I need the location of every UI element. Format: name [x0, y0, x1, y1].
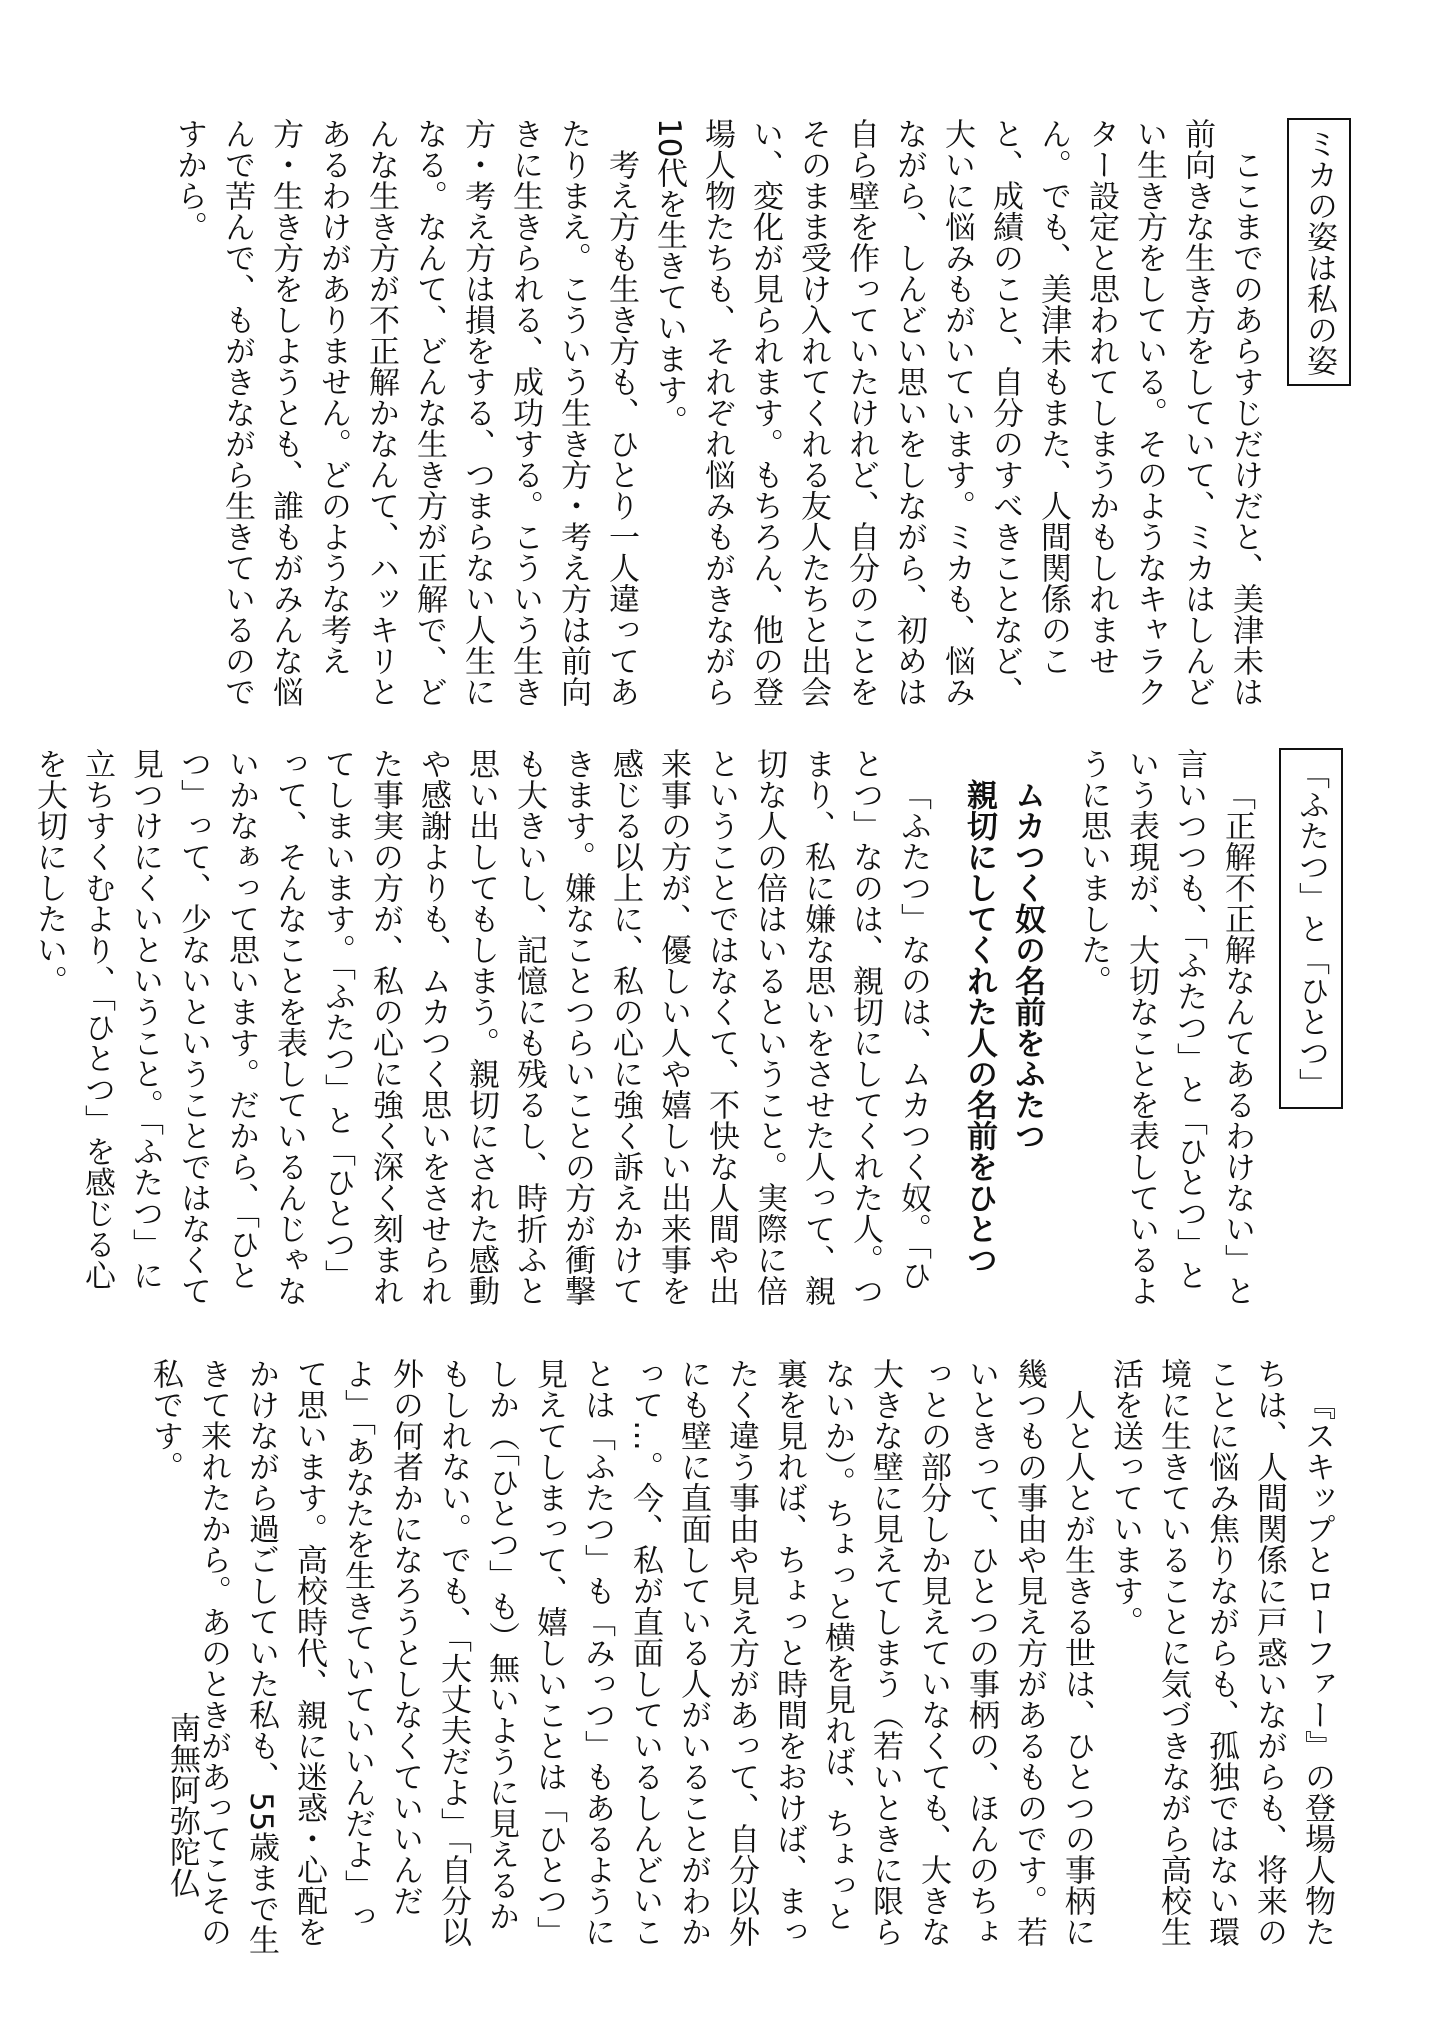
paragraph: 『スキップとローファー』の登場人物たちは、人間関係に戸惑いながらも、将来のことに悩み焦りながらも、孤独ではない環境に生きていることに気づきながら高校生活を送っています。 [1107, 1358, 1335, 1947]
paragraph: 「正解不正解なんてあるわけない」と言いつつも、「ふたつ」と「ひとつ」という表現が、大切なことを表しているように思いました。 [1075, 748, 1255, 1306]
section-heading: 「ふたつ」と「ひとつ」 [1279, 748, 1343, 1109]
section-futatsu-hitotsu [31, 748, 1343, 1308]
spacer [937, 748, 955, 1308]
section-mika [121, 118, 1351, 718]
paragraph: 人と人とが生きる世は、ひとつの事柄に幾つもの事由や見え方があるものです。若いときって、ひとつの事柄の、ほんのちょっとの部分しか見えていなくても、大きな大きな壁に見えてしまう（若いときに限らないか）。ちょっと横を見れば、ちょっと裏を見れば、ちょっと時間をおけば、まったく違う事由や見え方があって、自分以外にも壁に直面している人がいることがわかって…。今、私が直面しているしんどいことは「ふたつ」も「みっつ」もあるように見えてしまって、嬉しいことは「ひとつ」しか（「ひとつ」も）無いように見えるかもしれない。でも、「大丈夫だよ」「自分以外の何者かになろうとしなくていいんだよ」「あなたを生きていていいんだよ」って思います。高校時代、親に迷惑・心配をかけながら過ごしていた私も、55歳まで生きて来れたから。あのときがあってこその私です。 [147, 1358, 1095, 1956]
section-closing [131, 1358, 1341, 1958]
signature: 南無阿弥陀仏 [164, 1712, 200, 1898]
quote-line: 親切にしてくれた人の名前をひとつ [961, 779, 997, 1275]
quote-line: ムカつく奴の名前をふたつ [1009, 779, 1045, 1151]
paragraph: 「ふたつ」なのは、ムカつく奴。「ひとつ」なのは、親切にしてくれた人。つまり、私に嫌な思いをさせた人って、親切な人の倍はいるということ。実際に倍ということではなくて、不快な人間や出来事の方が、優しい人や嬉しい出来事を感じる以上に、私の心に強く訴えかけてきます。嫌なことつらいことの方が衝撃も大きいし、記憶にも残るし、時折ふと思い出してもしまう。親切にされた感動や感謝よりも、ムカつく思いをさせられた事実の方が、私の心に強く深く刻まれてしまいます。「ふたつ」と「ひとつ」って、そんなことを表しているんじゃないかなぁって思います。だから、「ひとつ」って、少ないということではなくて見つけにくいということ。「ふたつ」に立ちすくむより、「ひとつ」を感じる心を大切にしたい。 [31, 748, 931, 1306]
paragraph: 考え方も生き方も、ひとり一人違ってあたりまえ。こういう生き方・考え方は前向きに生きられる、成功する。こういう生き方・考え方は損をする、つまらない人生になる。なんて、どんな生き方が正解で、どんな生き方が不正解かなんて、ハッキリとあるわけがありません。どのような考え方・生き方をしようとも、誰もがみんな悩んで苦んで、もがきながら生きているのですから。 [171, 118, 639, 707]
spacer [1051, 748, 1069, 1308]
section-heading: ミカの姿は私の姿 [1287, 118, 1351, 386]
paragraph: ここまでのあらすじだけだと、美津未は前向きな生き方をしていて、ミカはしんどい生き方をしている。そのようなキャラクター設定と思われてしまうかもしれません。でも、美津未もまた、人間関係のこと、成績のこと、自分のすべきことなど、大いに悩みもがいています。ミカも、悩みながら、しんどい思いをしながら、初めは自ら壁を作っていたけれど、自分のことをそのまま受け入れてくれる友人たちと出会い、変化が見られます。もちろん、他の登場人物たちも、それぞれ悩みもがきながら10代を生きています。 [651, 118, 1263, 707]
